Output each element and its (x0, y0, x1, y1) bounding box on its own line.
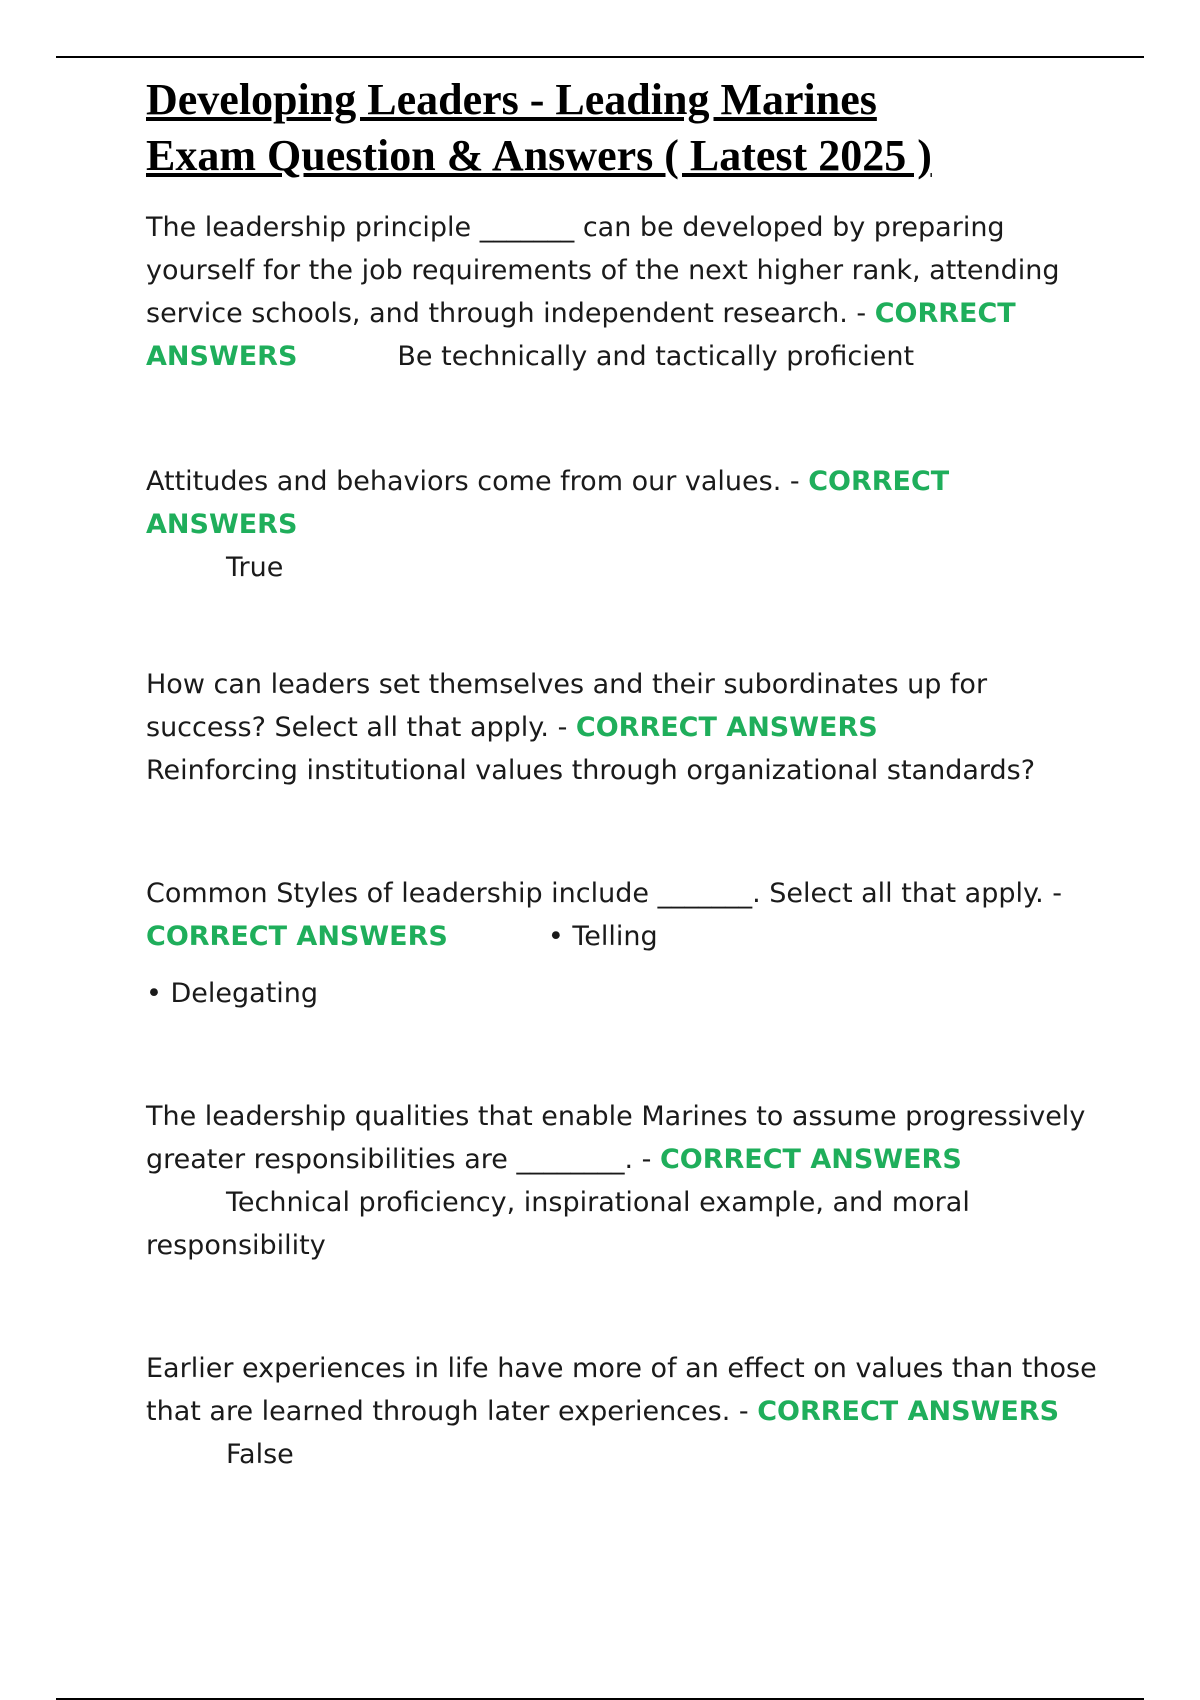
question-text: The leadership principle _______ can be developed by preparing yourself for the job requirements of the next higher rank, attending service schools, and through independent research. - (146, 212, 1060, 329)
question-text: Earlier experiences in life have more of an effect on values than those that are learned through later experiences. - (146, 1353, 1097, 1427)
qa-item-5 (146, 1095, 1106, 1267)
answer-extra-bullet: • Delegating (146, 978, 319, 1009)
answer-text: Be technically and tactically proficient (397, 341, 915, 372)
answer-text: Technical proficiency, inspirational example, and moral responsibility (146, 1187, 970, 1261)
correct-answers-tag: CORRECT ANSWERS (757, 1396, 1060, 1427)
qa-item-2 (146, 460, 1106, 589)
correct-answers-tag: CORRECT ANSWERS (659, 1144, 962, 1175)
document-title (146, 72, 1106, 184)
correct-answers-tag: CORRECT ANSWERS (575, 712, 878, 743)
answer-text: True (226, 552, 284, 583)
qa-item-6 (146, 1347, 1106, 1476)
question-text: Attitudes and behaviors come from our values. - (146, 466, 809, 497)
qa-item-3 (146, 663, 1106, 792)
correct-answers-tag: CORRECT ANSWERS (146, 921, 448, 952)
title-line-2: Exam Question & Answers ( Latest 2025 ) (146, 131, 932, 180)
question-text: Common Styles of leadership include _______. Select all that apply. - (146, 878, 1063, 909)
qa-item-1 (146, 206, 1106, 378)
answer-text: • Telling (547, 921, 658, 952)
answer-text: False (226, 1439, 294, 1470)
question-text: How can leaders set themselves and their subordinates up for success? Select all that apply. - (146, 669, 988, 743)
document-content (146, 72, 1106, 1550)
correct-answers-tag: CORRECT ANSWERS (146, 466, 950, 540)
correct-answers-tag: CORRECT ANSWERS (146, 298, 1016, 372)
answer-text: Reinforcing institutional values through organizational standards? (146, 755, 1036, 786)
question-text: The leadership qualities that enable Marines to assume progressively greater responsibilities are ________. - (146, 1101, 1086, 1175)
qa-item-4 (146, 872, 1106, 1015)
header-rule (56, 56, 1144, 58)
title-line-1: Developing Leaders - Leading Marines (146, 75, 877, 124)
